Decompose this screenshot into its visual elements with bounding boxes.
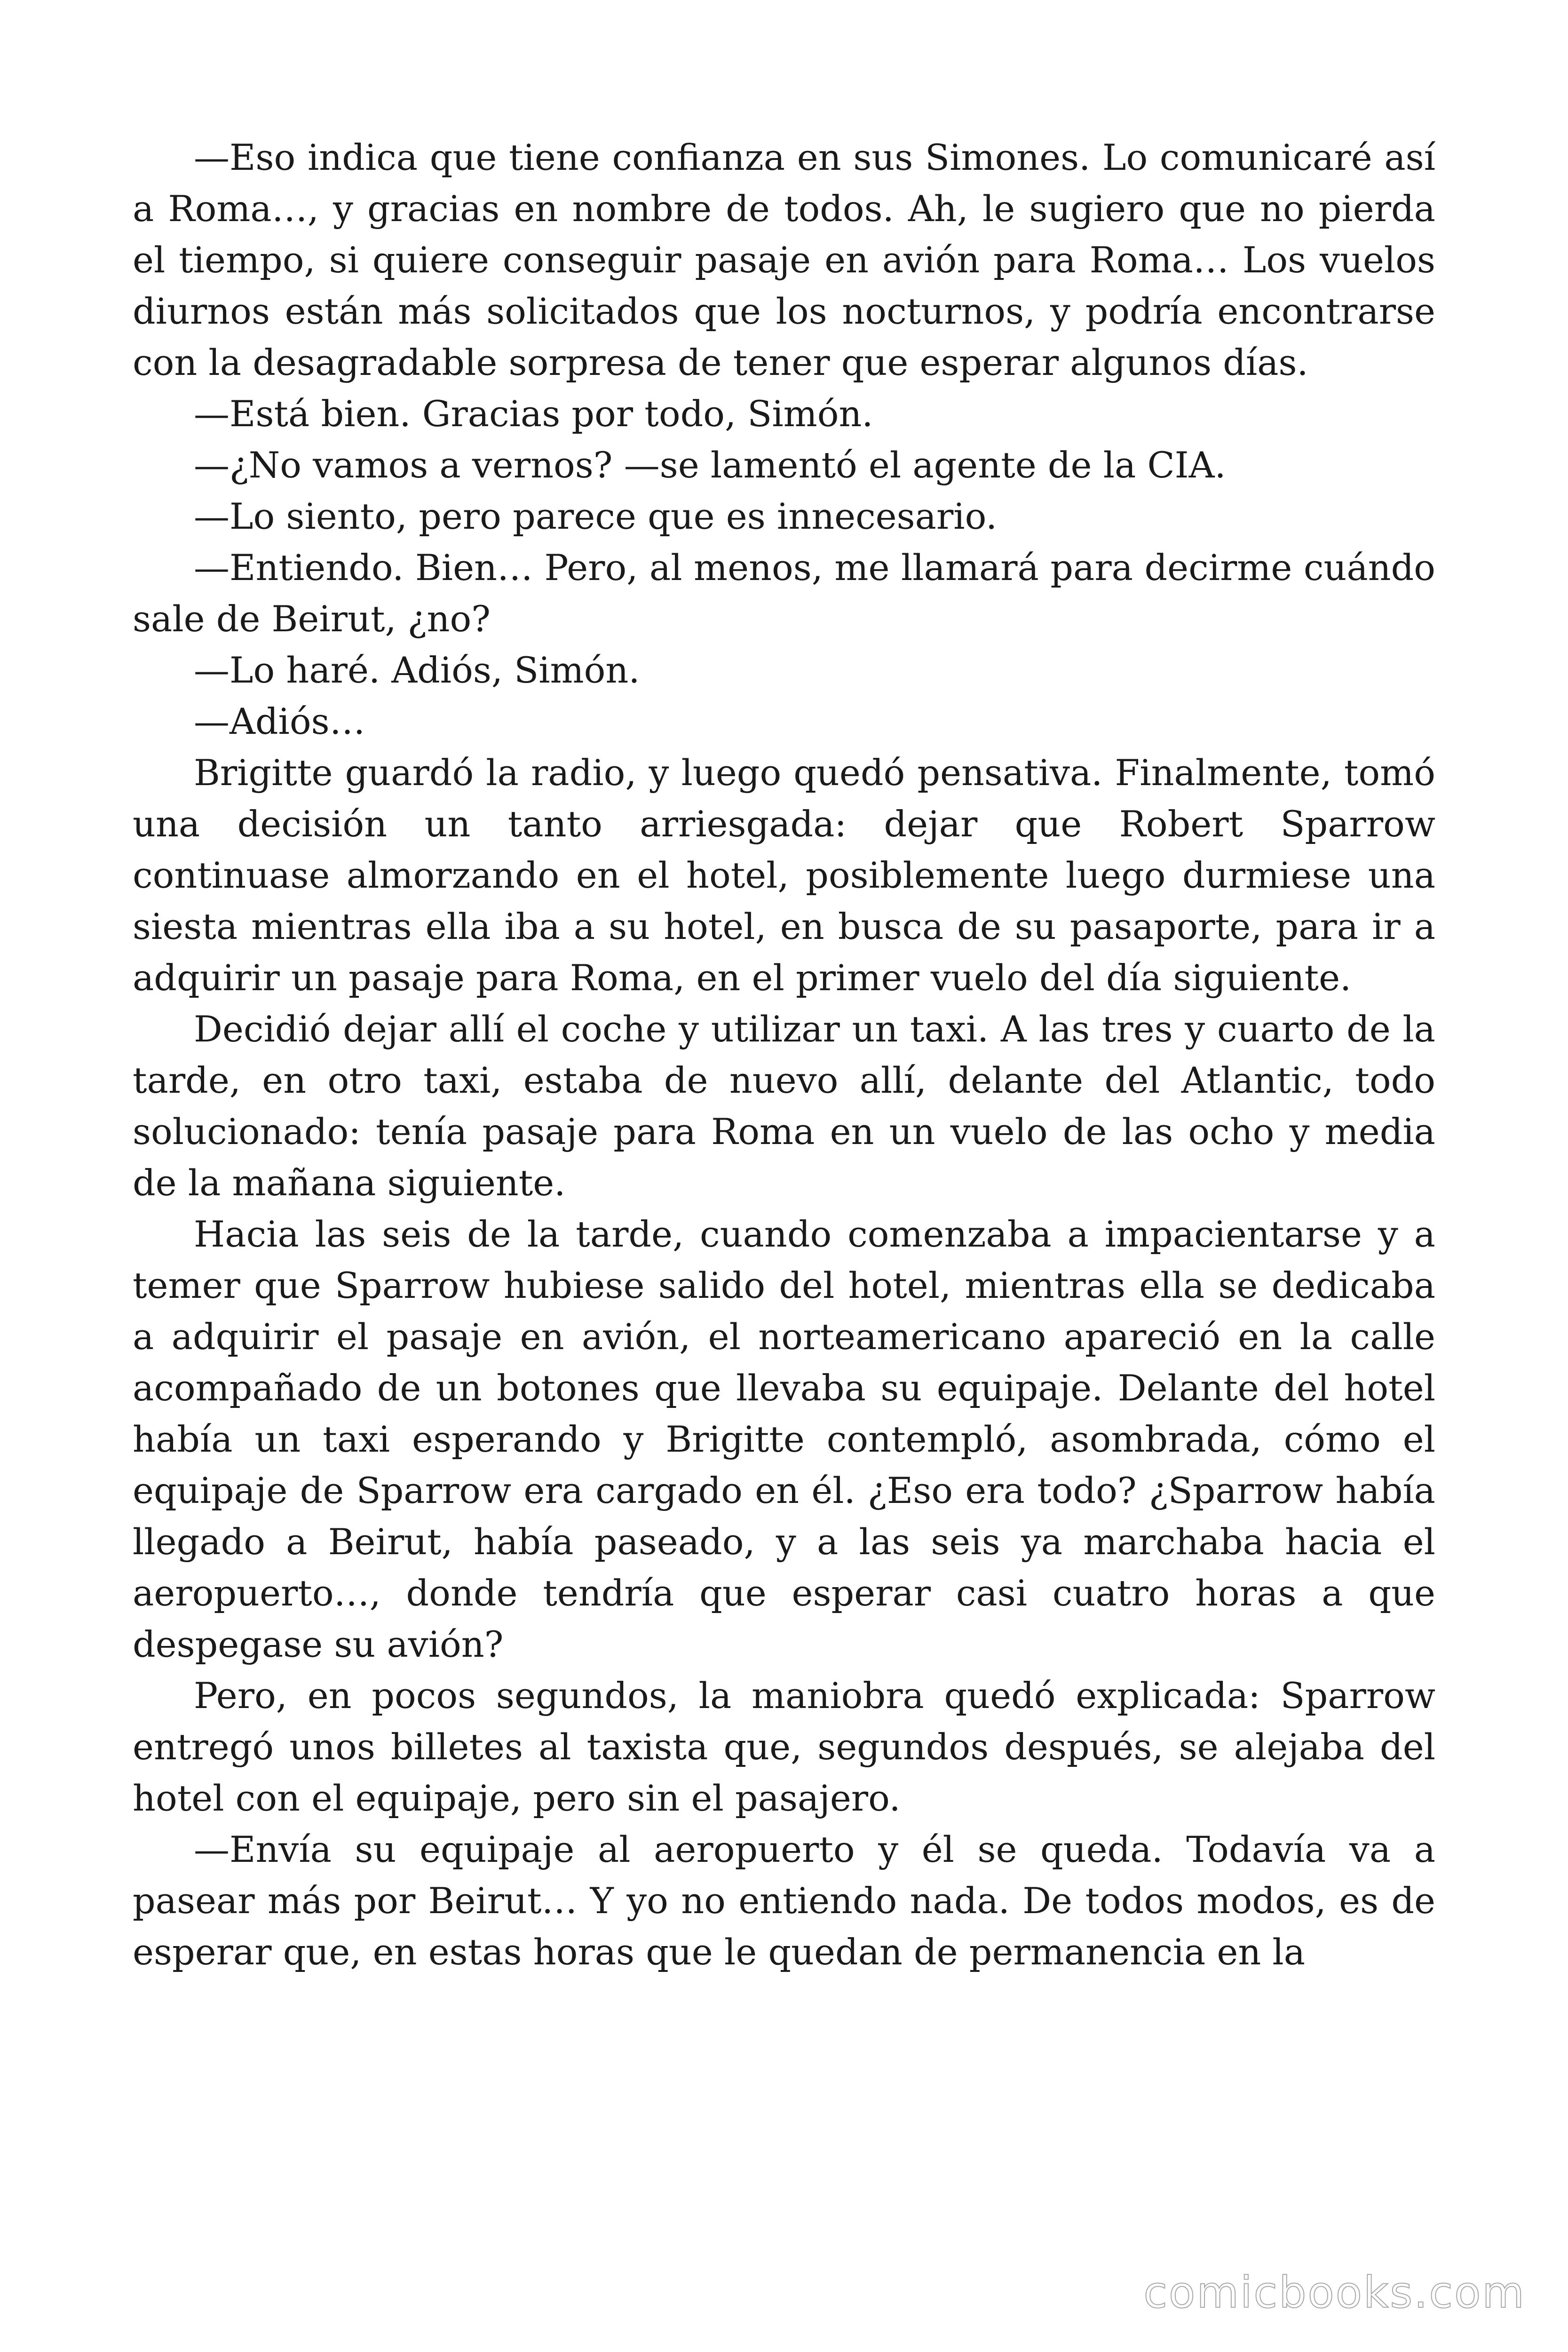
paragraph-6: —Lo haré. Adiós, Simón. [194, 649, 640, 691]
paragraph-3: —¿No vamos a vernos? —se lamentó el agente de la CIA. [194, 444, 1226, 486]
paragraph-12: —Envía su equipaje al aeropuerto y él se queda. Todavía va a pasear más por Beirut… Y yo no entiendo nada. De todos modos, es de esperar que, en estas horas que le quedan de permanencia en la [133, 1828, 1435, 1973]
paragraph-1: —Eso indica que tiene confianza en sus Simones. Lo comunicaré así a Roma…, y gracias en nombre de todos. Ah, le sugiero que no pierda el tiempo, si quiere conseguir pasaje en avión para Roma… Los vuelos diurnos están más solicitados que los nocturnos, y podría encontrarse con la desagradable sorpresa de tener que esperar algunos días. [133, 136, 1435, 383]
paragraph-10: Hacia las seis de la tarde, cuando comenzaba a impacientarse y a temer que Sparrow hubiese salido del hotel, mientras ella se dedicaba a adquirir el pasaje en avión, el norteamericano apareció en la calle acompañado de un botones que llevaba su equipaje. Delante del hotel había un taxi esperando y Brigitte contempló, asombrada, cómo el equipaje de Sparrow era cargado en él. ¿Eso era todo? ¿Sparrow había llegado a Beirut, había paseado, y a las seis ya marchaba hacia el aeropuerto…, donde tendría que esperar casi cuatro horas a que despegase su avión? [133, 1213, 1435, 1665]
paragraph-4: —Lo siento, pero parece que es innecesario. [194, 495, 998, 537]
paragraph-11: Pero, en pocos segundos, la maniobra quedó explicada: Sparrow entregó unos billetes al taxista que, segundos después, se alejaba del hotel con el equipaje, pero sin el pasajero. [133, 1675, 1435, 1819]
paragraph-8: Brigitte guardó la radio, y luego quedó pensativa. Finalmente, tomó una decisión un tanto arriesgada: dejar que Robert Sparrow continuase almorzando en el hotel, posiblemente luego durmiese una siesta mientras ella iba a su hotel, en busca de su pasaporte, para ir a adquirir un pasaje para Roma, en el primer vuelo del día siguiente. [133, 752, 1435, 999]
watermark: comicbooks.com [1143, 2267, 1526, 2318]
paragraph-9: Decidió dejar allí el coche y utilizar un taxi. A las tres y cuarto de la tarde, en otro taxi, estaba de nuevo allí, delante del Atlantic, todo solucionado: tenía pasaje para Roma en un vuelo de las ocho y media de la mañana siguiente. [133, 1008, 1435, 1204]
body-text [133, 132, 1435, 1978]
paragraph-7: —Adiós… [194, 700, 365, 742]
paragraph-2: —Está bien. Gracias por todo, Simón. [194, 393, 873, 435]
paragraph-5: —Entiendo. Bien… Pero, al menos, me llamará para decirme cuándo sale de Beirut, ¿no? [133, 547, 1435, 640]
